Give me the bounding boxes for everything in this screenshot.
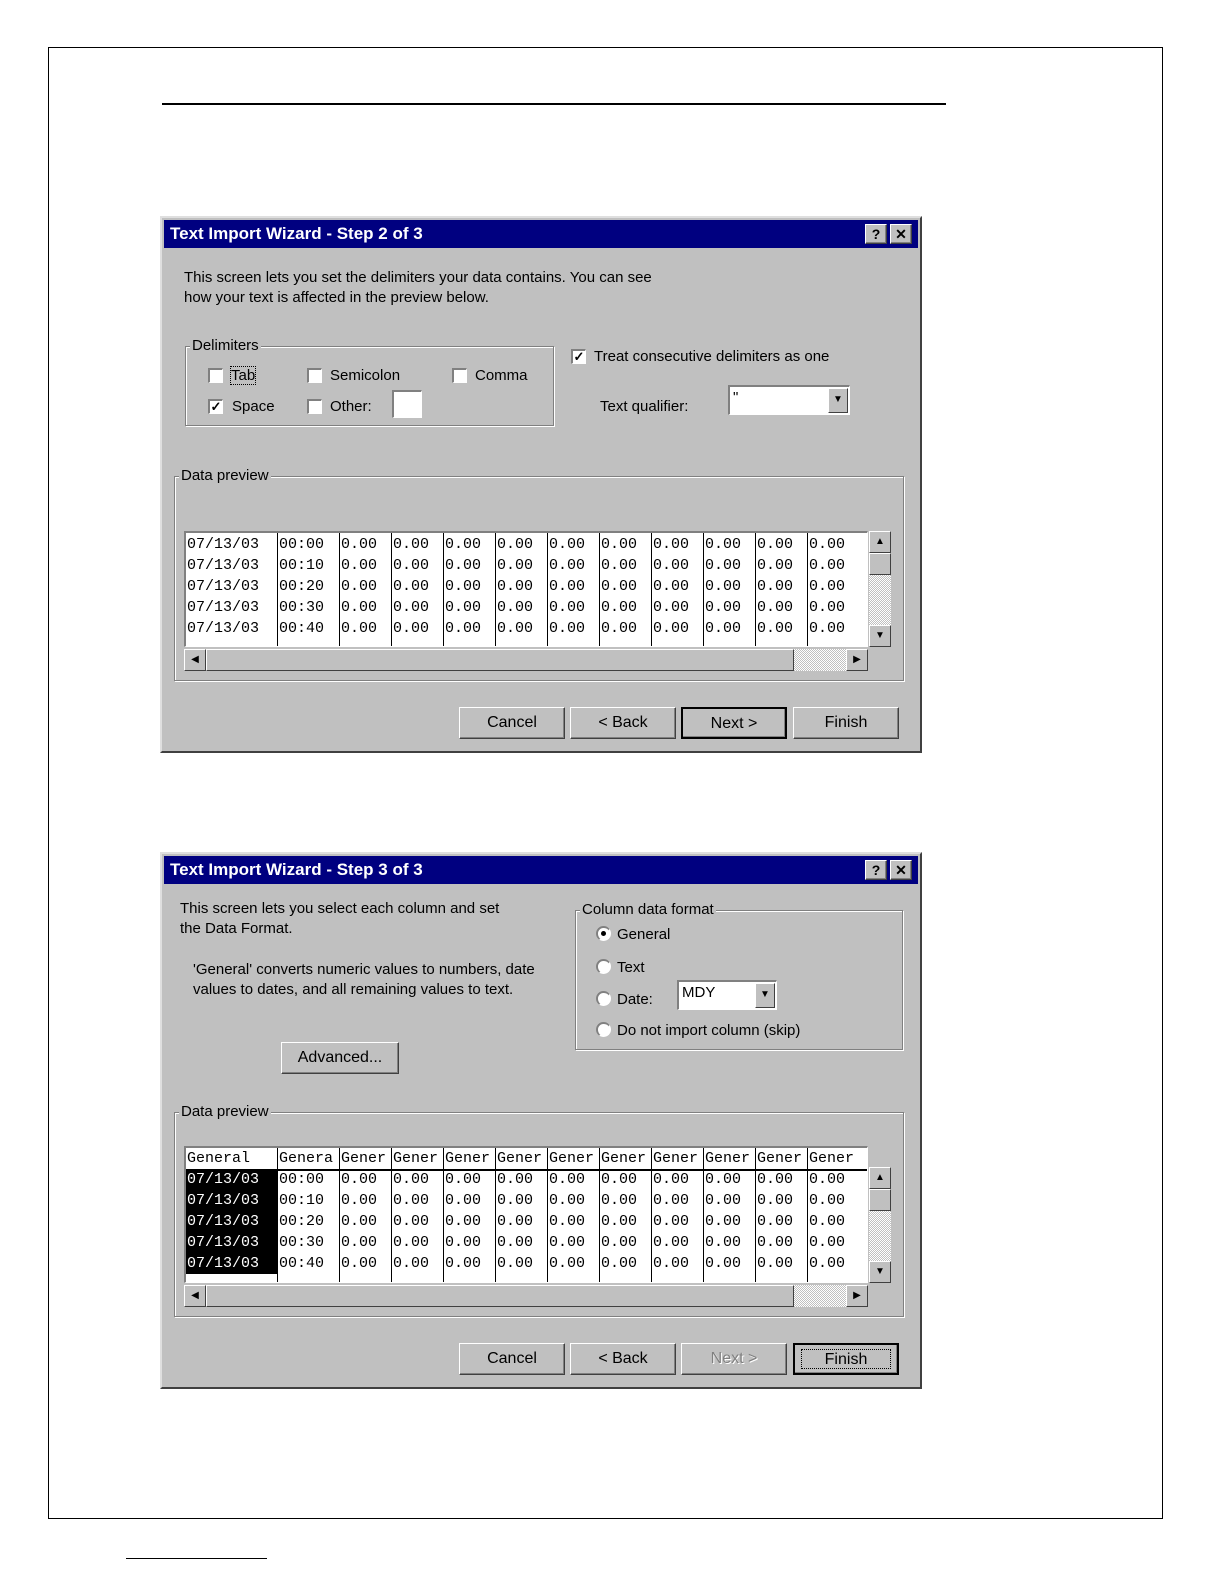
column-header[interactable]: Gener — [549, 1150, 595, 1167]
semicolon-checkbox[interactable] — [307, 368, 322, 383]
table-cell: 00:30 — [279, 599, 325, 616]
table-cell: 0.00 — [549, 536, 586, 553]
scroll-thumb[interactable] — [206, 649, 794, 671]
table-cell: 0.00 — [809, 1234, 846, 1251]
scroll-right-icon[interactable]: ▶ — [846, 649, 868, 671]
table-cell: 0.00 — [497, 1234, 534, 1251]
table-row — [186, 555, 868, 576]
table-cell: 0.00 — [393, 557, 430, 574]
table-cell: 0.00 — [705, 1255, 742, 1272]
intro-line-1: This screen lets you set the delimiters your data contains. You can see — [184, 269, 652, 286]
vertical-scrollbar[interactable] — [869, 1167, 891, 1283]
table-cell: 0.00 — [653, 1213, 690, 1230]
table-cell: 00:00 — [279, 536, 325, 553]
table-cell: 07/13/03 — [187, 620, 260, 637]
scroll-left-icon[interactable]: ◀ — [184, 649, 206, 671]
table-cell: 07/13/03 — [187, 599, 260, 616]
table-cell: 0.00 — [757, 620, 794, 637]
table-cell: 07/13/03 — [187, 1255, 260, 1272]
comma-checkbox[interactable] — [452, 368, 467, 383]
table-cell: 0.00 — [757, 1171, 794, 1188]
column-header[interactable]: Gener — [601, 1150, 647, 1167]
intro-line-2: how your text is affected in the preview below. — [184, 289, 489, 306]
cancel-button[interactable]: Cancel — [459, 707, 565, 739]
table-cell: 0.00 — [341, 1192, 378, 1209]
space-label: Space — [232, 398, 275, 415]
table-row — [186, 1190, 868, 1211]
table-cell: 0.00 — [341, 1234, 378, 1251]
table-cell: 0.00 — [549, 1171, 586, 1188]
comma-label: Comma — [475, 367, 528, 384]
table-cell: 0.00 — [601, 620, 638, 637]
table-cell: 0.00 — [705, 1234, 742, 1251]
table-cell: 0.00 — [757, 1255, 794, 1272]
table-cell: 0.00 — [393, 1255, 430, 1272]
scroll-down-icon[interactable]: ▼ — [869, 1261, 891, 1283]
table-cell: 0.00 — [497, 1171, 534, 1188]
table-cell: 0.00 — [497, 536, 534, 553]
table-cell: 0.00 — [445, 1171, 482, 1188]
focus-ring — [801, 1349, 891, 1369]
table-row — [186, 1169, 868, 1190]
column-divider[interactable] — [277, 1148, 278, 1282]
table-cell: 07/13/03 — [187, 1213, 260, 1230]
table-cell: 0.00 — [809, 599, 846, 616]
table-cell: 0.00 — [341, 599, 378, 616]
text-import-wizard-step-2 — [160, 216, 922, 753]
table-cell: 0.00 — [497, 1213, 534, 1230]
dialog-title: Text Import Wizard - Step 3 of 3 — [170, 860, 423, 879]
column-header[interactable]: Gener — [757, 1150, 803, 1167]
column-header[interactable]: Gener — [809, 1150, 855, 1167]
table-cell: 0.00 — [445, 536, 482, 553]
horizontal-scrollbar[interactable] — [184, 1285, 868, 1307]
other-input[interactable] — [392, 390, 422, 418]
table-cell: 0.00 — [341, 620, 378, 637]
header-rule — [162, 103, 946, 105]
table-cell: 0.00 — [601, 578, 638, 595]
text-qualifier-label: Text qualifier: — [600, 398, 689, 415]
table-cell: 0.00 — [809, 1171, 846, 1188]
table-cell: 0.00 — [705, 620, 742, 637]
table-cell: 0.00 — [757, 557, 794, 574]
next-button[interactable]: Next > — [681, 707, 787, 739]
column-header[interactable]: Gener — [497, 1150, 543, 1167]
table-cell: 00:30 — [279, 1234, 325, 1251]
table-cell: 07/13/03 — [187, 1192, 260, 1209]
column-divider[interactable] — [755, 533, 756, 646]
table-cell: 0.00 — [809, 536, 846, 553]
column-divider[interactable] — [807, 1148, 808, 1282]
back-button[interactable]: < Back — [570, 707, 676, 739]
table-cell: 00:00 — [279, 1171, 325, 1188]
column-header[interactable]: Genera — [279, 1150, 334, 1167]
general-label: General — [617, 926, 671, 943]
table-cell: 0.00 — [705, 599, 742, 616]
table-row — [186, 1211, 868, 1232]
table-cell: 0.00 — [549, 599, 586, 616]
table-cell: 0.00 — [497, 1192, 534, 1209]
intro-line-2: the Data Format. — [180, 920, 293, 937]
table-cell: 0.00 — [393, 1234, 430, 1251]
table-cell: 00:10 — [279, 1192, 325, 1209]
table-cell: 0.00 — [497, 1255, 534, 1272]
footer-rule — [126, 1558, 267, 1559]
table-cell: 0.00 — [445, 557, 482, 574]
table-cell: 0.00 — [809, 578, 846, 595]
text-import-wizard-step-3 — [160, 852, 922, 1389]
table-cell: 0.00 — [757, 1192, 794, 1209]
column-divider[interactable] — [599, 533, 600, 646]
scroll-right-icon[interactable]: ▶ — [846, 1285, 868, 1307]
table-cell: 0.00 — [653, 1234, 690, 1251]
table-cell: 07/13/03 — [187, 1171, 260, 1188]
table-cell: 0.00 — [445, 578, 482, 595]
scroll-thumb[interactable] — [206, 1285, 794, 1307]
table-cell: 0.00 — [653, 599, 690, 616]
date-format-select[interactable] — [677, 980, 777, 1010]
column-divider[interactable] — [391, 533, 392, 646]
column-divider[interactable] — [443, 1148, 444, 1282]
column-data-format-label: Column data format — [582, 901, 714, 918]
column-divider[interactable] — [547, 533, 548, 646]
table-cell: 0.00 — [705, 578, 742, 595]
help-button[interactable]: ? — [865, 224, 887, 244]
table-cell: 0.00 — [497, 620, 534, 637]
column-divider[interactable] — [547, 1148, 548, 1282]
table-cell: 0.00 — [601, 1213, 638, 1230]
table-row — [186, 534, 868, 555]
column-divider[interactable] — [599, 1148, 600, 1282]
finish-button[interactable] — [793, 1343, 899, 1375]
table-cell: 0.00 — [705, 536, 742, 553]
close-button[interactable]: ✕ — [890, 860, 912, 880]
table-cell: 0.00 — [341, 536, 378, 553]
title-bar — [164, 856, 918, 884]
table-cell: 0.00 — [757, 536, 794, 553]
scroll-left-icon[interactable]: ◀ — [184, 1285, 206, 1307]
table-cell: 0.00 — [549, 620, 586, 637]
checkmark-icon: ✓ — [210, 399, 222, 414]
table-cell: 0.00 — [601, 599, 638, 616]
text-qualifier-select[interactable] — [728, 385, 850, 415]
date-radio[interactable] — [596, 991, 611, 1006]
table-cell: 0.00 — [653, 620, 690, 637]
column-divider[interactable] — [443, 533, 444, 646]
chevron-down-icon[interactable]: ▼ — [755, 983, 775, 1008]
intro-line-1: This screen lets you select each column and set — [180, 900, 500, 917]
table-cell: 0.00 — [705, 557, 742, 574]
table-cell: 0.00 — [809, 1213, 846, 1230]
table-cell: 0.00 — [445, 620, 482, 637]
table-row — [186, 1232, 868, 1253]
horizontal-scrollbar[interactable] — [184, 649, 868, 671]
table-cell: 0.00 — [393, 536, 430, 553]
table-cell: 0.00 — [445, 1192, 482, 1209]
scroll-up-icon[interactable]: ▲ — [869, 1167, 891, 1189]
delimiters-label: Delimiters — [192, 337, 259, 354]
close-button[interactable]: ✕ — [890, 224, 912, 244]
table-cell: 00:40 — [279, 1255, 325, 1272]
table-row — [186, 576, 868, 597]
table-cell: 0.00 — [445, 1255, 482, 1272]
table-cell: 0.00 — [549, 1255, 586, 1272]
table-cell: 0.00 — [549, 1192, 586, 1209]
table-cell: 0.00 — [601, 1255, 638, 1272]
column-header[interactable]: Gener — [393, 1150, 439, 1167]
column-divider[interactable] — [703, 533, 704, 646]
column-divider[interactable] — [703, 1148, 704, 1282]
data-preview-table[interactable] — [184, 531, 868, 647]
radio-dot-icon — [601, 931, 606, 936]
table-cell: 0.00 — [653, 1255, 690, 1272]
general-description-1: 'General' converts numeric values to numbers, date — [193, 961, 535, 978]
title-bar — [164, 220, 918, 248]
consecutive-checkbox[interactable] — [571, 349, 586, 364]
table-cell: 0.00 — [653, 557, 690, 574]
preview-header-row — [186, 1148, 868, 1171]
table-cell: 0.00 — [757, 1234, 794, 1251]
finish-label: Finish — [824, 1351, 868, 1368]
column-divider[interactable] — [391, 1148, 392, 1282]
skip-radio[interactable] — [596, 1022, 611, 1037]
cancel-button[interactable]: Cancel — [459, 1343, 565, 1375]
table-cell: 0.00 — [601, 536, 638, 553]
finish-button[interactable]: Finish — [793, 707, 899, 739]
scroll-thumb[interactable] — [869, 1189, 891, 1211]
table-cell: 0.00 — [653, 1171, 690, 1188]
table-cell: 0.00 — [705, 1171, 742, 1188]
table-cell: 0.00 — [809, 557, 846, 574]
table-cell: 0.00 — [549, 1213, 586, 1230]
table-cell: 00:40 — [279, 620, 325, 637]
table-cell: 0.00 — [653, 578, 690, 595]
column-divider[interactable] — [651, 533, 652, 646]
table-cell: 0.00 — [705, 1192, 742, 1209]
space-checkbox[interactable] — [208, 399, 223, 414]
help-button[interactable]: ? — [865, 860, 887, 880]
skip-label: Do not import column (skip) — [617, 1022, 801, 1039]
column-divider[interactable] — [339, 533, 340, 646]
chevron-down-icon[interactable]: ▼ — [828, 388, 848, 413]
table-row — [186, 618, 868, 639]
text-radio[interactable] — [596, 959, 611, 974]
other-label: Other: — [330, 398, 372, 415]
column-divider[interactable] — [495, 1148, 496, 1282]
table-cell: 0.00 — [549, 578, 586, 595]
scroll-thumb[interactable] — [869, 553, 891, 575]
table-cell: 0.00 — [809, 1192, 846, 1209]
table-cell: 0.00 — [393, 620, 430, 637]
table-cell: 00:10 — [279, 557, 325, 574]
table-cell: 0.00 — [393, 599, 430, 616]
text-qualifier-value: " — [733, 389, 739, 406]
column-divider[interactable] — [755, 1148, 756, 1282]
column-header[interactable]: Gener — [445, 1150, 491, 1167]
column-divider[interactable] — [807, 533, 808, 646]
table-cell: 00:20 — [279, 1213, 325, 1230]
table-cell: 0.00 — [601, 557, 638, 574]
table-cell: 0.00 — [601, 1192, 638, 1209]
tab-checkbox[interactable] — [208, 368, 223, 383]
table-cell: 0.00 — [809, 1255, 846, 1272]
table-cell: 0.00 — [549, 557, 586, 574]
table-row — [186, 1253, 868, 1274]
next-button: Next > — [681, 1343, 787, 1375]
table-cell: 07/13/03 — [187, 1234, 260, 1251]
table-cell: 07/13/03 — [187, 536, 260, 553]
general-radio[interactable] — [596, 926, 611, 941]
table-cell: 0.00 — [705, 1213, 742, 1230]
data-preview-label: Data preview — [181, 1103, 269, 1120]
table-cell: 0.00 — [341, 1255, 378, 1272]
column-divider[interactable] — [495, 533, 496, 646]
table-cell: 0.00 — [341, 1171, 378, 1188]
table-cell: 0.00 — [393, 1171, 430, 1188]
table-cell: 0.00 — [653, 1192, 690, 1209]
back-button[interactable]: < Back — [570, 1343, 676, 1375]
table-cell: 0.00 — [809, 620, 846, 637]
table-cell: 0.00 — [601, 1171, 638, 1188]
column-header[interactable]: General — [187, 1150, 251, 1167]
table-cell: 0.00 — [341, 1213, 378, 1230]
column-divider[interactable] — [277, 533, 278, 646]
table-cell: 0.00 — [393, 578, 430, 595]
table-cell: 07/13/03 — [187, 557, 260, 574]
column-divider[interactable] — [651, 1148, 652, 1282]
tab-label: Tab — [231, 367, 256, 384]
column-header[interactable]: Gener — [341, 1150, 387, 1167]
table-cell: 0.00 — [757, 1213, 794, 1230]
checkmark-icon: ✓ — [573, 349, 585, 364]
vertical-scrollbar[interactable] — [869, 531, 891, 647]
table-cell: 0.00 — [757, 599, 794, 616]
table-cell: 0.00 — [653, 536, 690, 553]
general-description-2: values to dates, and all remaining values to text. — [193, 981, 514, 998]
table-cell: 0.00 — [393, 1213, 430, 1230]
table-cell: 0.00 — [757, 578, 794, 595]
table-cell: 0.00 — [497, 599, 534, 616]
advanced-button[interactable]: Advanced... — [281, 1042, 399, 1074]
column-header[interactable]: Gener — [705, 1150, 751, 1167]
scroll-down-icon[interactable]: ▼ — [869, 625, 891, 647]
date-format-value: MDY — [682, 984, 716, 1001]
table-row — [186, 597, 868, 618]
table-cell: 0.00 — [341, 578, 378, 595]
other-checkbox[interactable] — [307, 399, 322, 414]
table-cell: 0.00 — [497, 578, 534, 595]
table-cell: 0.00 — [341, 557, 378, 574]
table-cell: 0.00 — [497, 557, 534, 574]
semicolon-label: Semicolon — [330, 367, 401, 384]
data-preview-label: Data preview — [181, 467, 269, 484]
column-header[interactable]: Gener — [653, 1150, 699, 1167]
consecutive-label: Treat consecutive delimiters as one — [594, 348, 830, 365]
column-divider[interactable] — [339, 1148, 340, 1282]
text-label: Text — [617, 959, 645, 976]
table-cell: 0.00 — [445, 1234, 482, 1251]
table-cell: 0.00 — [393, 1192, 430, 1209]
table-cell: 0.00 — [549, 1234, 586, 1251]
table-cell: 0.00 — [601, 1234, 638, 1251]
dialog-title: Text Import Wizard - Step 2 of 3 — [170, 224, 423, 243]
data-preview-table[interactable] — [184, 1146, 868, 1283]
table-cell: 07/13/03 — [187, 578, 260, 595]
date-label: Date: — [617, 991, 653, 1008]
table-cell: 0.00 — [445, 599, 482, 616]
scroll-up-icon[interactable]: ▲ — [869, 531, 891, 553]
table-cell: 00:20 — [279, 578, 325, 595]
table-cell: 0.00 — [445, 1213, 482, 1230]
